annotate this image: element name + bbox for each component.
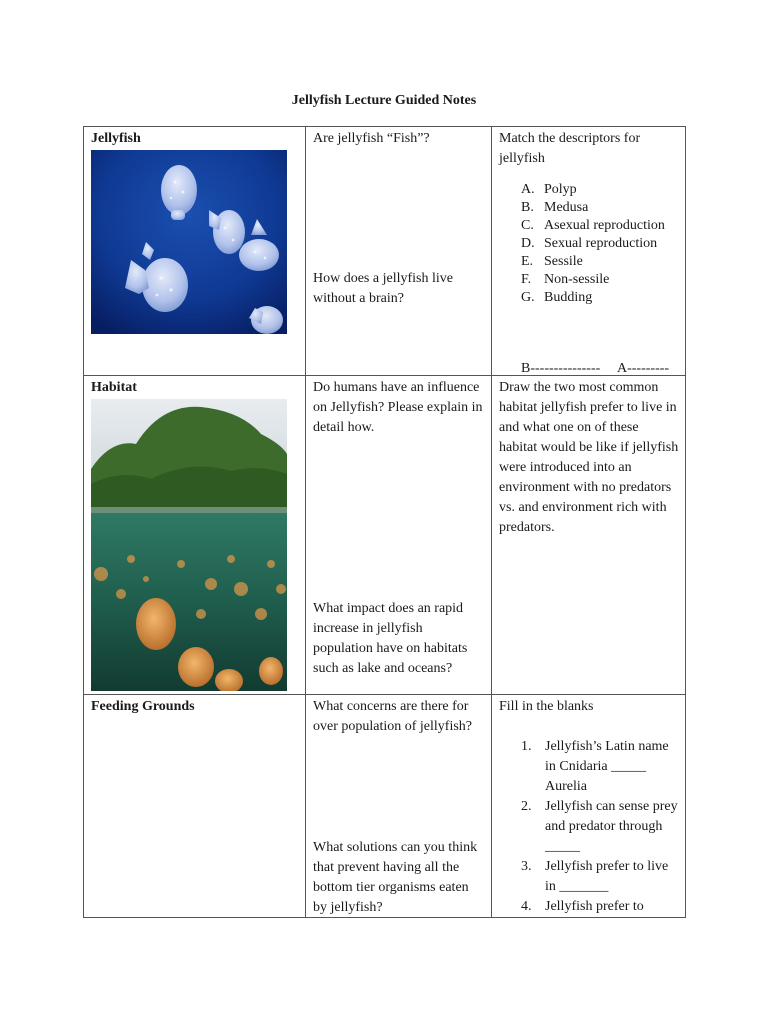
list-item: A. Polyp xyxy=(521,182,577,197)
notes-table xyxy=(83,126,686,918)
topic-cell xyxy=(84,127,306,376)
list-item: E. Sessile xyxy=(521,254,583,269)
jellyfish-photo xyxy=(91,150,287,334)
question-text: How does a jellyfish live without a brain? xyxy=(313,271,453,306)
row-heading: Jellyfish xyxy=(91,131,141,146)
topic-cell xyxy=(84,695,306,918)
activity-cell xyxy=(492,695,686,918)
matching-arrows: B--------------- A--------- xyxy=(521,361,670,376)
list-item: G. Budding xyxy=(521,290,593,305)
activity-instructions: Fill in the blanks xyxy=(499,699,594,714)
question-text: What impact does an rapid increase in jellyfish population have on habitats such as lake and oceans? xyxy=(313,601,468,676)
list-item: F. Non-sessile xyxy=(521,272,610,287)
list-item: C. Asexual reproduction xyxy=(521,218,665,233)
activity-cell xyxy=(492,127,686,376)
questions-cell xyxy=(306,695,492,918)
table-row xyxy=(84,127,686,376)
table-row xyxy=(84,695,686,918)
list-item: B. Medusa xyxy=(521,200,589,215)
topic-cell xyxy=(84,376,306,695)
activity-cell xyxy=(492,376,686,695)
habitat-photo xyxy=(91,399,287,691)
questions-cell xyxy=(306,127,492,376)
list-item: 2. Jellyfish can sense prey and predator through _____ xyxy=(521,799,678,854)
question-text: Are jellyfish “Fish”? xyxy=(313,131,430,146)
table-row xyxy=(84,376,686,695)
fill-in-blanks-list xyxy=(521,737,679,917)
question-text: Do humans have an influence on Jellyfish? Please explain in detail how. xyxy=(313,380,483,435)
descriptor-list xyxy=(521,181,679,307)
page-title: Jellyfish Lecture Guided Notes xyxy=(291,93,477,108)
row-heading: Habitat xyxy=(91,380,137,395)
row-heading: Feeding Grounds xyxy=(91,699,195,714)
list-item: 4. Jellyfish prefer to xyxy=(521,899,644,914)
list-item: 1. Jellyfish’s Latin name in Cnidaria _____ Aurelia xyxy=(521,739,669,794)
question-text: What concerns are there for over population of jellyfish? xyxy=(313,699,473,734)
questions-cell xyxy=(306,376,492,695)
question-text: What solutions can you think that prevent having all the bottom tier organisms eaten by jellyfish? xyxy=(313,840,478,915)
activity-instructions: Draw the two most common habitat jellyfish prefer to live in and what one on of these habitat would be like if jellyfish were introduced into an environment with no predators vs. and environment rich with predators. xyxy=(499,380,679,535)
activity-instructions: Match the descriptors for jellyfish xyxy=(499,131,641,166)
list-item: 3. Jellyfish prefer to live in _______ xyxy=(521,859,669,894)
list-item: D. Sexual reproduction xyxy=(521,236,658,251)
